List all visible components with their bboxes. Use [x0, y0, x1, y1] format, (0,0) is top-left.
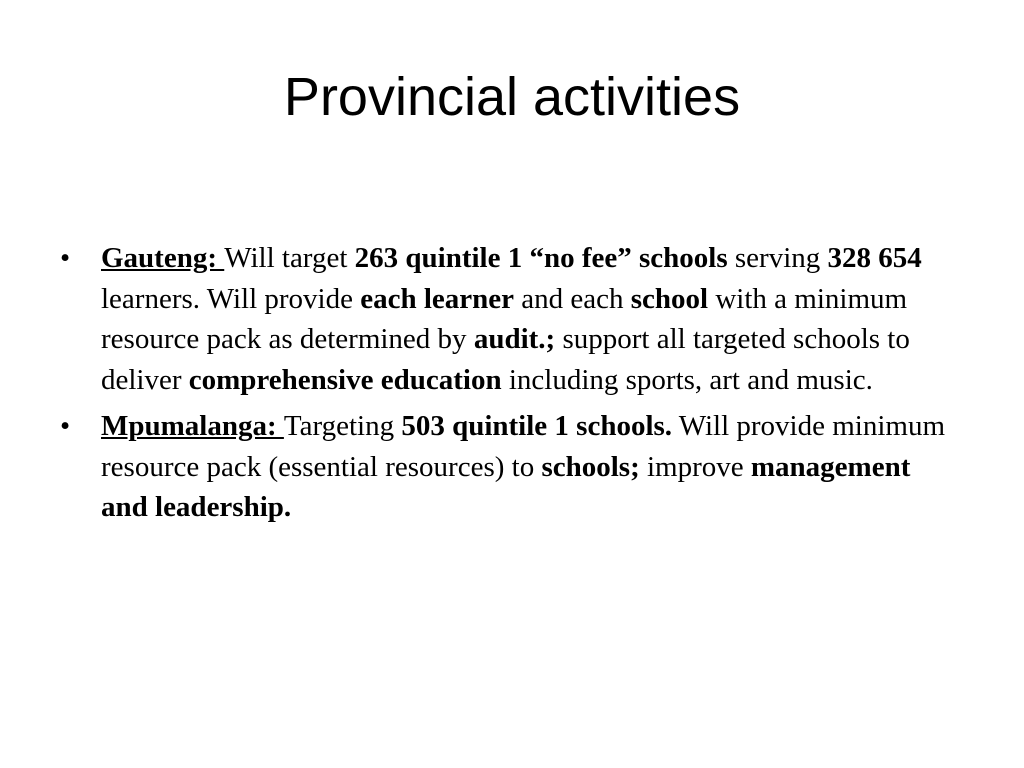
bullet-mpumalanga [60, 406, 960, 528]
bullet-text: Will provide minimum resource pack (essential resources) to [101, 410, 946, 483]
bullet-bold-text: management and leadership. [101, 450, 911, 523]
bullet-bold-text: 503 quintile 1 schools. [401, 410, 673, 442]
bullet-text: learners. Will provide [101, 282, 361, 315]
bullet-bold-text: schools; [541, 450, 640, 483]
bullet-bold-text: 263 quintile 1 “no fee” schools [354, 242, 728, 274]
bullet-marker: • [60, 242, 71, 274]
bullet-text: with a minimum resource pack as determined by [101, 282, 908, 355]
bullet-list [60, 238, 960, 534]
bullet-text: Will target [224, 242, 355, 274]
bullet-bold-text: 328 654 [827, 242, 922, 274]
bullet-bold-text: school [630, 282, 709, 315]
bullet-text: improve [639, 450, 751, 483]
province-label-gauteng: Gauteng: [101, 242, 225, 274]
bullet-text: including sports, art and music. [501, 363, 873, 396]
slide-title: Provincial activities [283, 67, 741, 127]
bullet-gauteng [60, 238, 960, 400]
bullet-bold-text: comprehensive education [188, 363, 502, 396]
bullet-text: and each [514, 282, 631, 315]
bullet-text: support all targeted schools to deliver [101, 323, 910, 396]
province-label-mpumalanga: Mpumalanga: [101, 410, 284, 442]
bullet-text: serving [727, 242, 828, 274]
bullet-text: Targeting [283, 410, 402, 442]
bullet-bold-text: audit.; [473, 323, 556, 355]
bullet-bold-text: each learner [360, 282, 515, 315]
bullet-marker: • [60, 410, 71, 442]
